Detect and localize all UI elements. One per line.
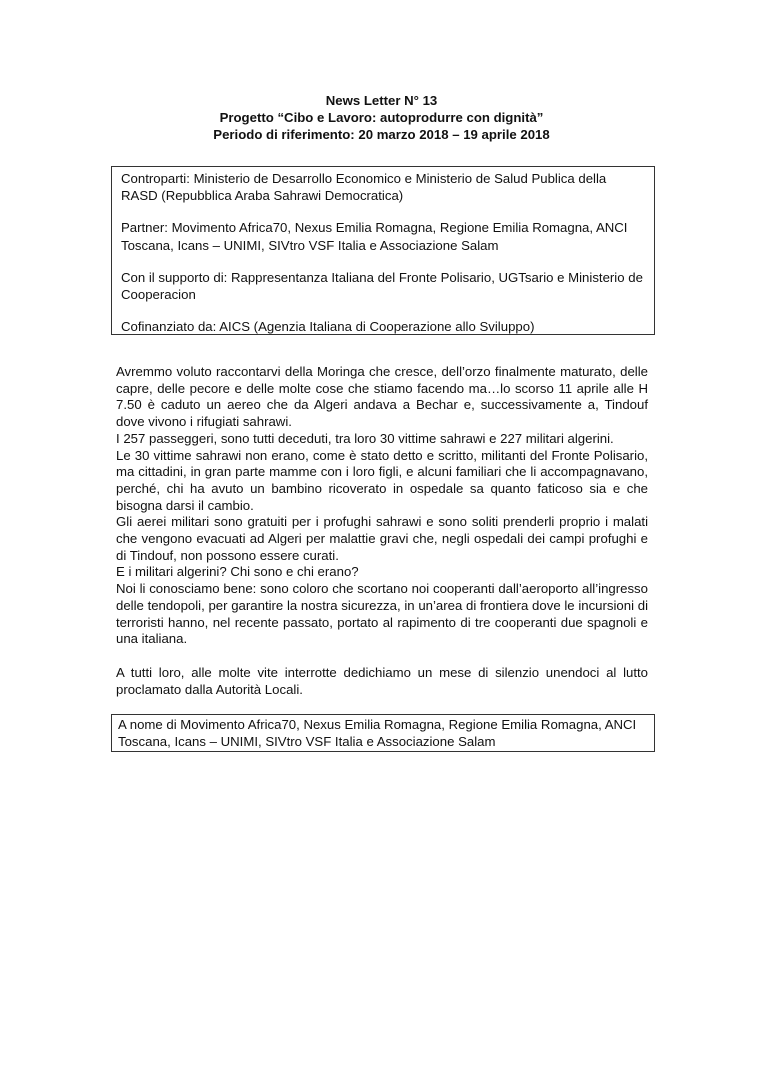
- dedication-paragraph: A tutti loro, alle molte vite interrotte dedichiamo un mese di silenzio unendoci al lutto proclamato dalla Autorità Locali.: [116, 664, 648, 697]
- project-title: Progetto “Cibo e Lavoro: autoprodurre con dignità”: [219, 110, 544, 125]
- controparti-text: Controparti: Ministerio de Desarrollo Economico e Ministerio de Salud Publica della RASD (Repubblica Araba Sahrawi Democratica): [121, 171, 607, 204]
- body-paragraph: Avremmo voluto raccontarvi della Moringa che cresce, dell’orzo finalmente maturato, delle capre, delle pecore e delle molte cose che stiamo facendo ma…lo scorso 11 aprile alle H 7.50 è caduto un aereo che da Algeri andava a Bechar e, successivamente a, Tindouf dove vivono i rifugiati sahrawi.: [116, 364, 648, 430]
- newsletter-number: News Letter N° 13: [325, 93, 438, 108]
- project-info-box: [111, 166, 655, 335]
- reference-period: Periodo di riferimento: 20 marzo 2018 – 19 aprile 2018: [213, 127, 550, 142]
- body-paragraph: Noi li conosciamo bene: sono coloro che scortano noi cooperanti dall’aeroporto all’ingresso delle tendopoli, per garantire la nostra sicurezza, in un’area di frontiera dove le incursioni di terroristi hanno, nel recente passato, portato al rapimento di tre cooperanti due spagnoli e una italiana.: [116, 581, 648, 647]
- supporto-text: Con il supporto di: Rappresentanza Italiana del Fronte Polisario, UGTsario e Ministerio de Cooperacion: [121, 269, 643, 303]
- partner-text: Partner: Movimento Africa70, Nexus Emilia Romagna, Regione Emilia Romagna, ANCI Toscana, Icans – UNIMI, SIVtro VSF Italia e Associazione Salam: [121, 220, 628, 253]
- signature-text: A nome di Movimento Africa70, Nexus Emilia Romagna, Regione Emilia Romagna, ANCI Toscana, Icans – UNIMI, SIVtro VSF Italia e Associazione Salam: [118, 717, 637, 750]
- body-paragraph: E i militari algerini? Chi sono e chi erano?: [116, 564, 359, 580]
- body-paragraph: Gli aerei militari sono gratuiti per i profughi sahrawi e sono soliti prenderli proprio i malati che vengono evacuati ad Algeri per malattie gravi che, negli ospedali dei campi profughi e di Tindouf, non possono essere curati.: [116, 514, 648, 563]
- newsletter-header: [0, 92, 763, 143]
- body-paragraph: Le 30 vittime sahrawi non erano, come è stato detto e scritto, militanti del Fronte Polisario, ma cittadini, in gran parte mamme con i loro figli, e alcuni familiari che li accompagnavano, perché, chi ha avuto un bambino ricoverato in ospedale sa quanto faticoso sia e che bisogna darsi il cambio.: [116, 447, 648, 513]
- newsletter-body: [116, 364, 648, 698]
- signature-box: [111, 714, 655, 752]
- body-paragraph: I 257 passeggeri, sono tutti deceduti, tra loro 30 vittime sahrawi e 227 militari algerini.: [116, 430, 614, 446]
- cofinanziato-text: Cofinanziato da: AICS (Agenzia Italiana di Cooperazione allo Sviluppo): [121, 319, 535, 335]
